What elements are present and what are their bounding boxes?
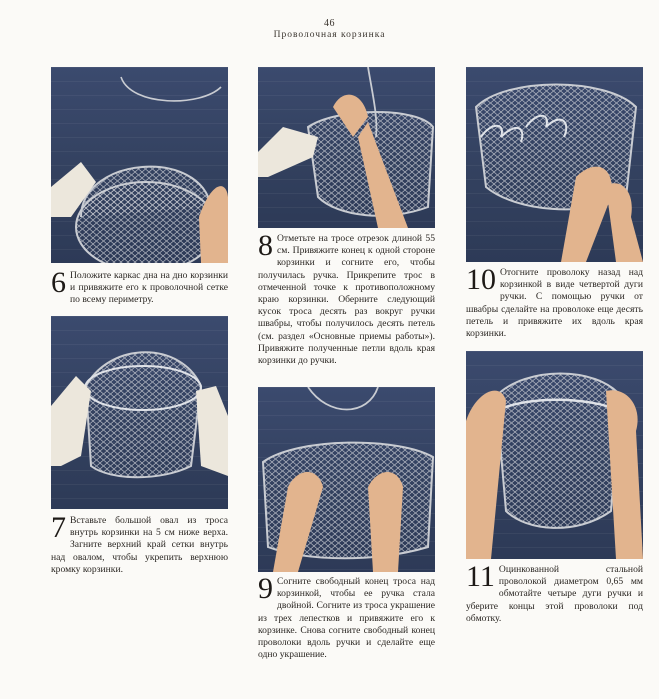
step-text: Отогните проволоку назад над корзинкой в виде четвертой дуги ручки. С помощью ручки от швабры сделайте на проволоке еще десять петель и привяжите их вдоль края корзинки. xyxy=(466,267,643,340)
step-6-photo xyxy=(51,67,228,263)
step-10 xyxy=(466,263,643,340)
page-header xyxy=(0,18,659,40)
step-8-photo xyxy=(258,67,435,228)
step-number: 6 xyxy=(51,266,66,299)
step-7-photo xyxy=(51,316,228,509)
step-text: Положите каркас дна на дно корзинки и привяжите его к проволочной сетке по всему периметру. xyxy=(70,270,228,306)
step-9-photo xyxy=(258,387,435,572)
step-text: Оцинкованной стальной проволокой диаметром 0,65 мм обмотайте четыре дуги ручки и уберите концы этой проволоки под обмотку. xyxy=(466,564,643,624)
page-title: Проволочная корзинка xyxy=(273,30,386,40)
step-number: 8 xyxy=(258,229,273,262)
step-6 xyxy=(51,266,228,307)
step-number: 7 xyxy=(51,511,66,544)
step-9 xyxy=(258,572,435,661)
step-number: 11 xyxy=(466,560,495,593)
step-text: Согните свободный конец троса над корзинкой, чтобы ее ручка стала двойной. Согните из троса украшение из трех лепестков и привяжите его к корзинке. Снова согните свободный конец проволоки вдоль ручки и сделайте еще одно украшение. xyxy=(258,576,435,661)
step-7 xyxy=(51,511,228,576)
step-text: Отметьте на тросе отрезок длиной 55 см. Привяжите конец к одной стороне корзинки и согните его, чтобы получилась ручка. Прикрепите трос в отмеченной точке к противоположному краю корзинки. Оберните следующий кусок троса десять раз вокруг ручки швабры, чтобы получилось десять петель (см. раздел «Основные приемы работы»). Привяжите полученные петли вдоль края корзинки до ручки. xyxy=(258,233,435,367)
page-number: 46 xyxy=(324,18,335,29)
step-8 xyxy=(258,229,435,367)
step-number: 10 xyxy=(466,263,496,296)
step-11-photo xyxy=(466,351,643,559)
step-number: 9 xyxy=(258,572,273,605)
step-11 xyxy=(466,560,643,625)
step-text: Вставьте большой овал из троса внутрь корзинки на 5 см ниже верха. Загните верхний край сетки внутрь над овалом, чтобы укрепить верхнюю кромку корзинки. xyxy=(51,515,228,575)
step-10-photo xyxy=(466,67,643,262)
